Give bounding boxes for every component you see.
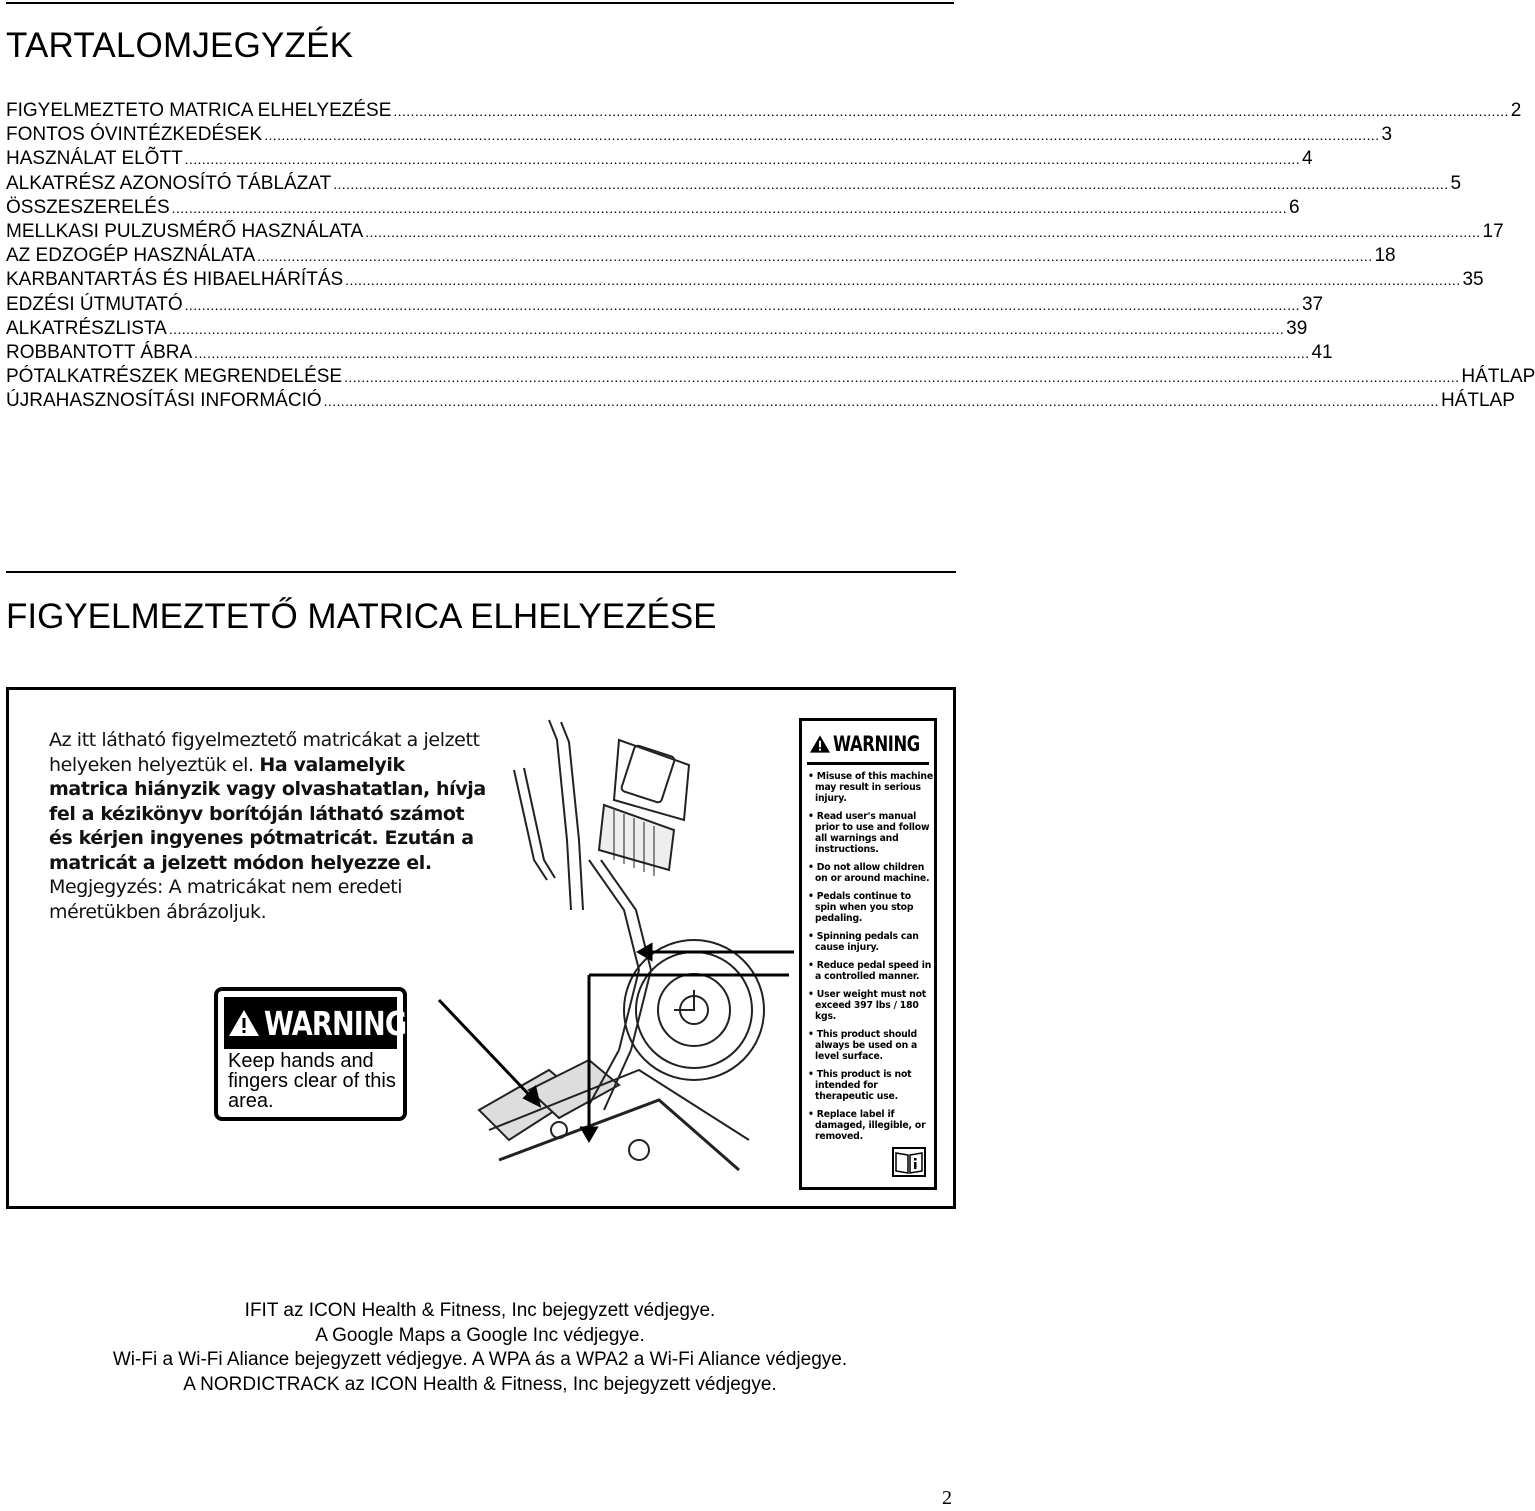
toc-entry[interactable] bbox=[6, 196, 1300, 220]
toc-entry-page: 17 bbox=[1482, 220, 1504, 242]
toc-leader-dots bbox=[324, 389, 1439, 413]
toc-entry[interactable] bbox=[6, 341, 1333, 365]
toc-entry-label: FONTOS ÓVINTÉZKEDÉSEK bbox=[6, 124, 263, 146]
toc-entry-page: 6 bbox=[1288, 196, 1300, 218]
toc-leader-dots bbox=[172, 196, 1287, 220]
warning-item: • Do not allow children on or around machine. bbox=[806, 862, 934, 884]
toc-entry-label: FIGYELMEZTETO MATRICA ELHELYEZÉSE bbox=[6, 100, 392, 121]
toc-entry-page: 35 bbox=[1462, 269, 1484, 291]
toc-leader-dots bbox=[365, 220, 1480, 244]
figure-note-remark: Megjegyzés: A matricákat nem eredeti méretükben ábrázoljuk. bbox=[49, 876, 403, 923]
toc-entry-label: ALKATRÉSZ AZONOSÍTÓ TÁBLÁZAT bbox=[6, 172, 332, 194]
warning-item: • This product should always be used on a level surface. bbox=[806, 1029, 934, 1062]
trademark-notes bbox=[0, 1299, 960, 1397]
toc-entry[interactable] bbox=[6, 365, 1535, 389]
warning-item: • Replace label if damaged, illegible, or removed. bbox=[806, 1109, 934, 1142]
side-warning-heading: WARNING bbox=[833, 732, 920, 756]
toc-entry-label: AZ EDZOGÉP HASZNÁLATA bbox=[6, 245, 256, 267]
toc-entry-label: ÚJRAHASZNOSÍTÁSI INFORMÁCIÓ bbox=[6, 390, 322, 412]
toc-entry-label: EDZÉSI ÚTMUTATÓ bbox=[6, 293, 183, 315]
warning-item: • This product is not intended for therapeutic use. bbox=[806, 1069, 934, 1102]
toc-leader-dots bbox=[393, 99, 1508, 123]
trademark-line: A Google Maps a Google Inc védjegye. bbox=[315, 1324, 645, 1346]
toc-entry[interactable] bbox=[6, 244, 1396, 268]
toc-entry-label: ÖSSZESZERELÉS bbox=[6, 196, 170, 218]
warning-item: • Read user's manual prior to use and follow all warnings and instructions. bbox=[806, 811, 934, 855]
side-warning-label bbox=[799, 718, 937, 1190]
toc-leader-dots bbox=[169, 317, 1284, 341]
figure-note-plain: Az itt látható figyelmeztető matricákat a jelzett helyeken helyeztük el. bbox=[49, 729, 480, 776]
section-rule bbox=[6, 571, 956, 573]
elliptical-trainer-illustration bbox=[439, 710, 759, 1188]
toc-entry-page: 18 bbox=[1374, 245, 1396, 267]
trademark-line: Wi-Fi a Wi-Fi Aliance bejegyzett védjegye. A WPA ás a WPA2 a Wi-Fi Aliance védjegye. bbox=[112, 1349, 848, 1370]
toc-entry-page: HÁTLAP bbox=[1440, 390, 1515, 412]
top-rule bbox=[6, 2, 954, 4]
side-warning-header bbox=[807, 726, 929, 765]
toc-leader-dots bbox=[264, 123, 1379, 147]
warning-triangle-icon bbox=[228, 1008, 260, 1038]
toc-entry-page: 37 bbox=[1301, 293, 1324, 315]
toc-entry[interactable] bbox=[6, 389, 1515, 413]
side-warning-list bbox=[806, 771, 934, 1149]
toc-entry-page: 3 bbox=[1381, 124, 1393, 146]
toc-entry-page: 39 bbox=[1286, 317, 1308, 339]
warning-decal-header bbox=[224, 997, 407, 1049]
toc-leader-dots bbox=[333, 172, 1448, 196]
toc-entry[interactable] bbox=[6, 317, 1308, 341]
toc-entry[interactable] bbox=[6, 293, 1324, 317]
toc-entry-page: 2 bbox=[1510, 100, 1522, 121]
toc-entry[interactable] bbox=[6, 172, 1462, 196]
trademark-line: IFIT az ICON Health & Fitness, Inc bejegyzett védjegye. bbox=[244, 1300, 716, 1321]
toc-entry[interactable] bbox=[6, 268, 1484, 292]
toc-entry[interactable] bbox=[6, 147, 1313, 171]
toc-entry[interactable] bbox=[6, 99, 1522, 123]
toc-entry-label: ALKATRÉSZLISTA bbox=[6, 317, 167, 339]
toc-entry-page: HÁTLAP bbox=[1461, 366, 1535, 388]
trademark-line: A NORDICTRACK az ICON Health & Fitness, Inc bejegyzett védjegye. bbox=[183, 1373, 777, 1395]
warning-item: • Reduce pedal speed in a controlled manner. bbox=[806, 960, 934, 982]
toc-entry-label: MELLKASI PULZUSMÉRŐ HASZNÁLATA bbox=[6, 220, 364, 242]
toc-entry[interactable] bbox=[6, 220, 1504, 244]
toc-entry[interactable] bbox=[6, 123, 1393, 147]
toc-entry-label: PÓTALKATRÉSZEK MEGRENDELÉSE bbox=[6, 366, 343, 388]
section-title: FIGYELMEZTETŐ MATRICA ELHELYEZÉSE bbox=[6, 597, 717, 636]
toc-leader-dots bbox=[185, 293, 1300, 317]
figure-note bbox=[49, 728, 489, 924]
warning-item: • User weight must not exceed 397 lbs / 180 kgs. bbox=[806, 989, 934, 1022]
warning-label-figure bbox=[6, 687, 956, 1209]
toc-entry-page: 5 bbox=[1450, 172, 1462, 194]
warning-item: • Spinning pedals can cause injury. bbox=[806, 931, 934, 953]
warning-triangle-icon bbox=[809, 734, 831, 754]
toc-entry-label: HASZNÁLAT ELÕTT bbox=[6, 148, 183, 170]
toc-leader-dots bbox=[257, 244, 1372, 268]
toc-leader-dots bbox=[344, 365, 1459, 389]
toc-leader-dots bbox=[194, 341, 1309, 365]
warning-decal-heading: WARNING bbox=[264, 1003, 407, 1043]
toc-list bbox=[6, 99, 1535, 413]
toc-leader-dots bbox=[345, 268, 1460, 292]
toc-leader-dots bbox=[185, 147, 1300, 171]
toc-title: TARTALOMJEGYZÉK bbox=[6, 26, 354, 65]
manual-book-icon bbox=[892, 1147, 926, 1177]
warning-item: • Pedals continue to spin when you stop pedaling. bbox=[806, 891, 934, 924]
toc-entry-label: ROBBANTOTT ÁBRA bbox=[6, 341, 193, 363]
figure-note-bold: Ha valamelyik matrica hiányzik vagy olvashatatlan, hívja fel a kézikönyv borítóján látható számot és kérjen ingyenes pótmatricát. Ezután a matricát a jelzett módon helyezze el. bbox=[49, 753, 486, 874]
toc-entry-page: 41 bbox=[1311, 341, 1333, 363]
hands-warning-decal bbox=[214, 987, 407, 1121]
page-number: 2 bbox=[942, 1487, 952, 1509]
toc-entry-label: KARBANTARTÁS ÉS HIBAELHÁRÍTÁS bbox=[6, 269, 344, 291]
warning-decal-text: Keep hands and fingers clear of this area. bbox=[228, 1050, 396, 1112]
warning-item: • Misuse of this machine may result in serious injury. bbox=[806, 771, 934, 804]
toc-entry-page: 4 bbox=[1301, 148, 1313, 170]
